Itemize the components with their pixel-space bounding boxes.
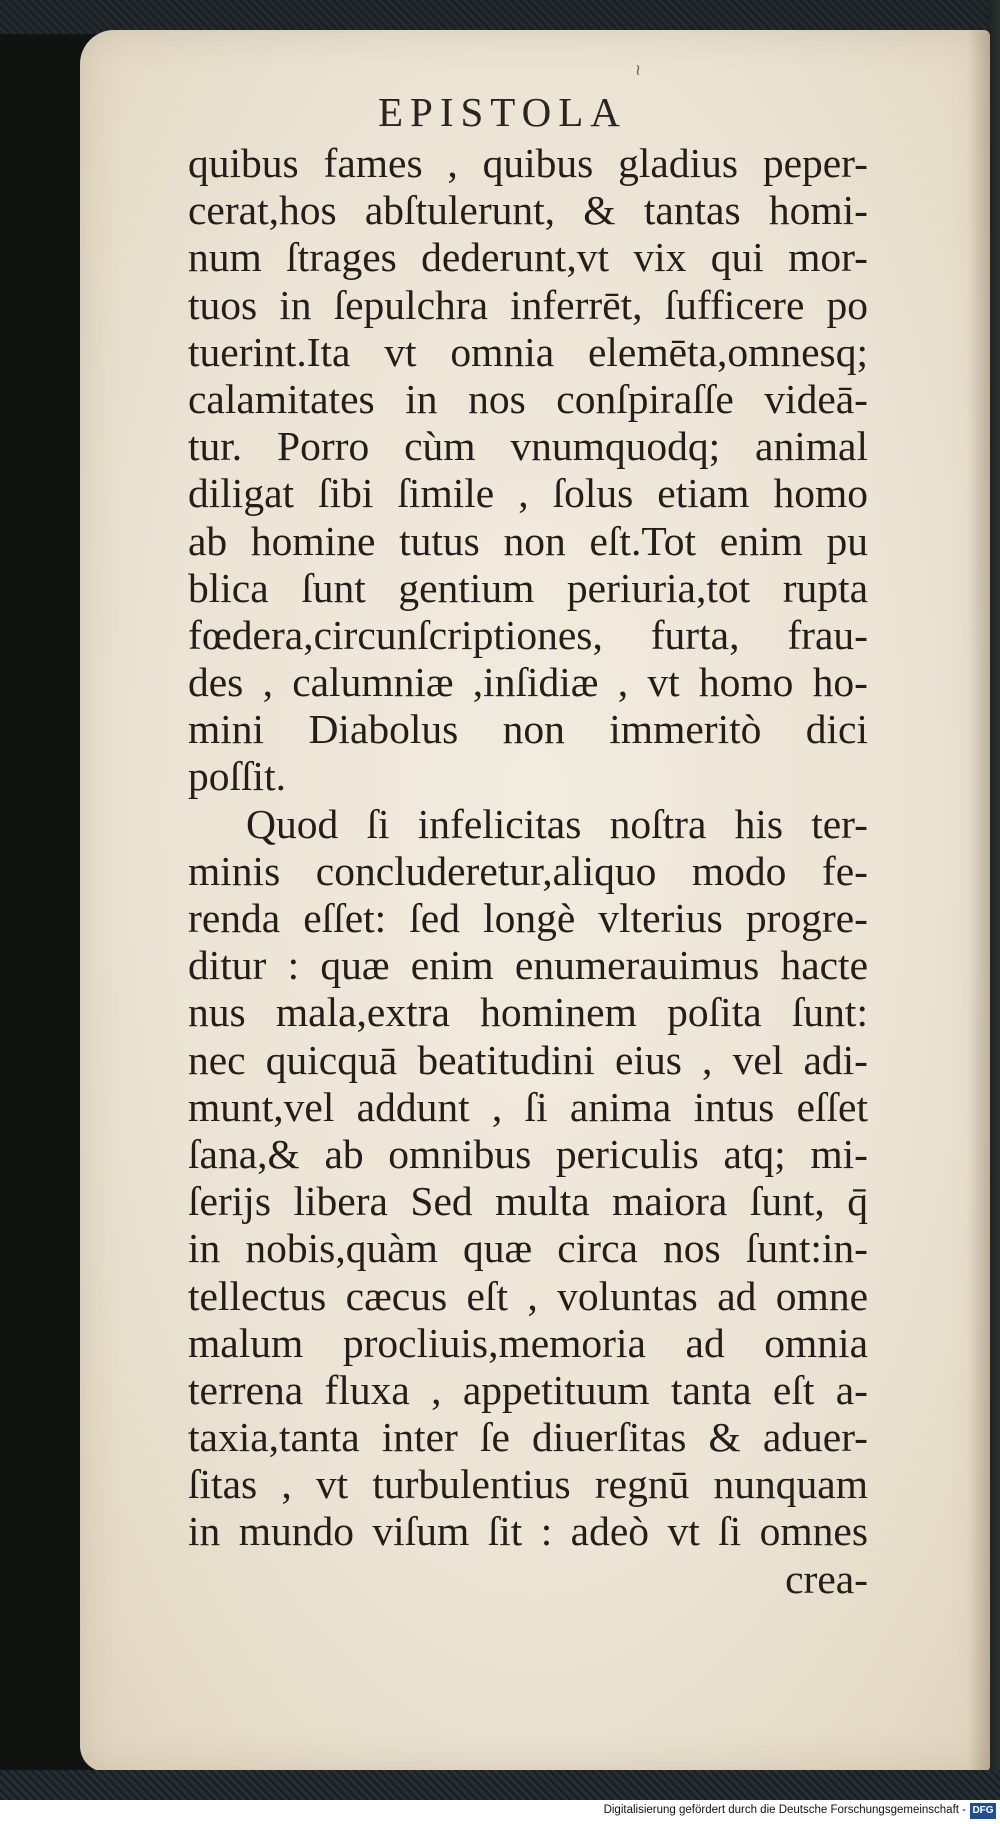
text-line: tur. Porro cùm vnumquodq; animal (188, 423, 868, 470)
text-line: ditur : quæ enim enumerauimus hacte (188, 942, 868, 989)
book-cover-bottom (0, 1770, 1000, 1800)
page-gutter-shadow (968, 30, 990, 1772)
paragraph-start-line: Quod ſi infelicitas noſtra his ter- (246, 800, 868, 847)
text-line: ſitas , vt turbulentius regnū nunquam (188, 1461, 868, 1508)
text-line: poſſit. (188, 753, 286, 800)
catchword: crea- (785, 1555, 868, 1602)
text-line: ſana,& ab omnibus periculis atq; mi- (188, 1130, 868, 1177)
text-line: minis concluderetur,aliquo modo fe- (188, 847, 868, 894)
text-line: cerat,hos abſtulerunt, & tantas homi- (188, 187, 868, 234)
text-line: des , calumniæ ,inſidiæ , vt homo ho- (188, 659, 868, 706)
text-line: tuos in ſepulchra inferrēt, ſufficere po (188, 281, 868, 328)
text-line: tuerint.Ita vt omnia elemēta,omnesq; (188, 328, 868, 375)
book-cover-top (0, 0, 1000, 34)
text-line: renda eſſet: ſed longè vlterius progre- (188, 895, 868, 941)
text-line: terrena fluxa , appetituum tanta eſt a- (188, 1366, 868, 1413)
funding-credit: Digitalisierung gefördert durch die Deutsche Forschungsgemeinschaft - (603, 1804, 966, 1816)
text-line: fœdera,circunſcriptiones, furta, frau- (188, 611, 868, 658)
ink-mark-icon: ≀ (635, 62, 641, 79)
text-line: diligat ſibi ſimile , ſolus etiam homo (188, 470, 868, 517)
text-line: ab homine tutus non eſt.Tot enim pu (188, 517, 868, 564)
dfg-logo-icon: DFG (970, 1803, 996, 1819)
text-line: in mundo viſum ſit : adeò vt ſi omnes (188, 1508, 868, 1555)
text-line: calamitates in nos conſpiraſſe videā- (188, 375, 868, 422)
text-line: quibus fames , quibus gladius peper- (188, 140, 868, 186)
text-line: blica ſunt gentium periuria,tot rupta (188, 564, 868, 611)
text-line: nec quicquā beatitudini eius , vel adi- (188, 1036, 868, 1083)
text-line: munt,vel addunt , ſi anima intus eſſet (188, 1083, 868, 1130)
running-head: EPISTOLA (378, 89, 627, 135)
text-line: num ſtrages dederunt,vt vix qui mor- (188, 234, 868, 281)
text-line: taxia,tanta inter ſe diuerſitas & aduer- (188, 1414, 868, 1461)
text-line: mini Diabolus non immeritò dici (188, 706, 868, 753)
text-line: tellectus cæcus eſt , voluntas ad omne (188, 1272, 868, 1319)
text-line: in nobis,quàm quæ circa nos ſunt:in- (188, 1225, 868, 1272)
page-text (188, 140, 868, 1603)
text-line: malum procliuis,memoria ad omnia (188, 1319, 868, 1366)
text-line: nus mala,extra hominem poſita ſunt: (188, 989, 868, 1036)
text-line: ſerijs libera Sed multa maiora ſunt, q̄ (188, 1178, 868, 1225)
